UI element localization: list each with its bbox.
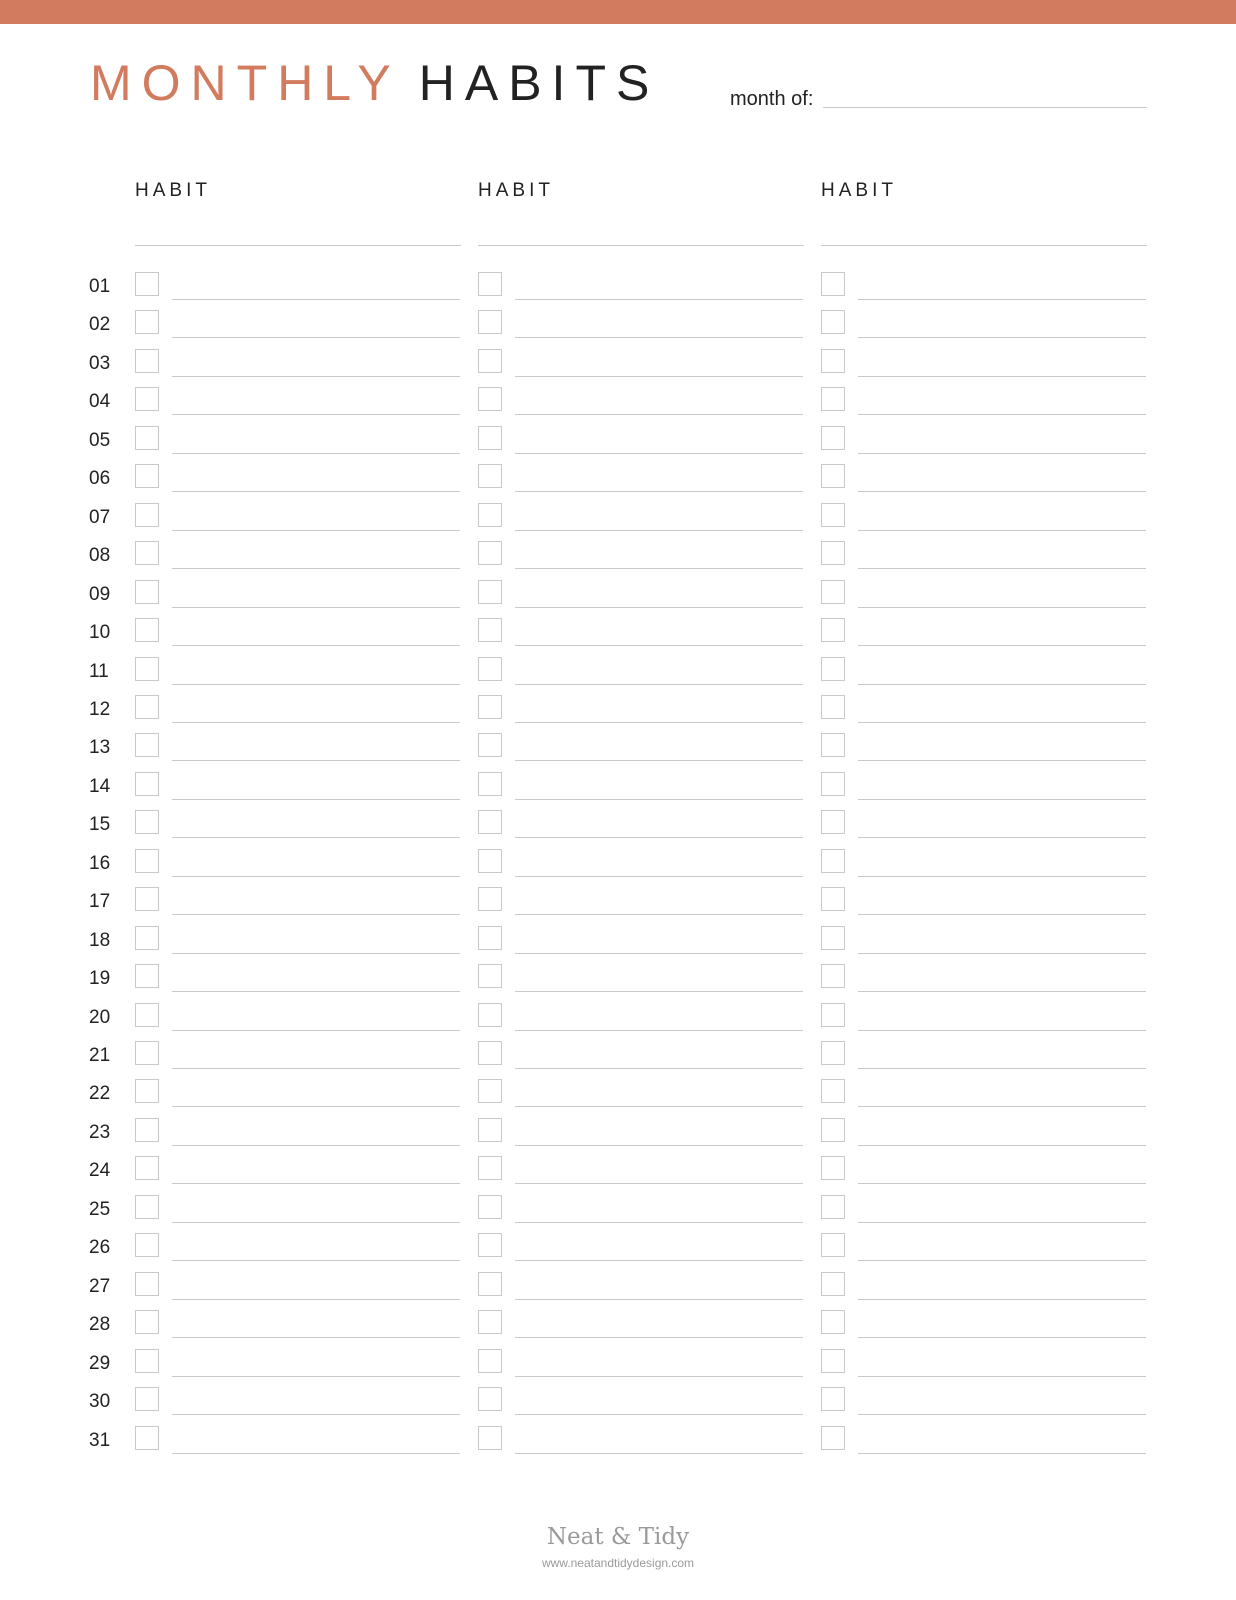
day-number: 17	[89, 891, 111, 913]
habit-note-line[interactable]	[858, 876, 1146, 877]
habit-checkbox[interactable]	[135, 580, 159, 604]
habit-note-line[interactable]	[515, 914, 803, 915]
day-number: 02	[89, 314, 111, 336]
title-accent-word: MONTHLY	[90, 55, 401, 111]
habit-note-line[interactable]	[858, 1453, 1146, 1454]
day-number: 14	[89, 775, 111, 797]
habit-checkbox[interactable]	[135, 1003, 159, 1027]
habit-note-line[interactable]	[172, 1376, 460, 1377]
habit-checkbox[interactable]	[135, 1233, 159, 1257]
habit-checkbox[interactable]	[478, 1156, 502, 1180]
habit-checkbox[interactable]	[821, 618, 845, 642]
habit-checkbox[interactable]	[821, 1041, 845, 1065]
habit-note-line[interactable]	[515, 337, 803, 338]
habit-note-line[interactable]	[515, 1376, 803, 1377]
habit-checkbox[interactable]	[821, 849, 845, 873]
habit-note-line[interactable]	[858, 1030, 1146, 1031]
page-title	[90, 55, 660, 111]
habit-checkbox[interactable]	[821, 772, 845, 796]
habit-column-heading: HABIT	[478, 180, 554, 201]
habit-checkbox[interactable]	[135, 1310, 159, 1334]
day-number: 04	[89, 391, 111, 413]
habit-checkbox[interactable]	[478, 1310, 502, 1334]
habit-note-line[interactable]	[515, 414, 803, 415]
habit-checkbox[interactable]	[478, 1195, 502, 1219]
habit-note-line[interactable]	[515, 1145, 803, 1146]
habit-checkbox[interactable]	[135, 464, 159, 488]
habit-checkbox[interactable]	[821, 464, 845, 488]
habit-note-line[interactable]	[172, 453, 460, 454]
habit-checkbox[interactable]	[135, 695, 159, 719]
habit-note-line[interactable]	[858, 337, 1146, 338]
habit-note-line[interactable]	[515, 1414, 803, 1415]
habit-note-line[interactable]	[172, 491, 460, 492]
habit-checkbox[interactable]	[135, 849, 159, 873]
habit-checkbox[interactable]	[478, 964, 502, 988]
habit-checkbox[interactable]	[135, 772, 159, 796]
habit-note-line[interactable]	[858, 414, 1146, 415]
day-number: 28	[89, 1314, 111, 1336]
habit-note-line[interactable]	[858, 722, 1146, 723]
habit-checkbox[interactable]	[821, 426, 845, 450]
habit-note-line[interactable]	[858, 1183, 1146, 1184]
habit-note-line[interactable]	[515, 722, 803, 723]
habit-note-line[interactable]	[515, 1030, 803, 1031]
habit-checkbox[interactable]	[478, 926, 502, 950]
habit-checkbox[interactable]	[821, 887, 845, 911]
day-number: 18	[89, 929, 111, 951]
day-number: 27	[89, 1275, 111, 1297]
habit-note-line[interactable]	[858, 1376, 1146, 1377]
day-number: 30	[89, 1391, 111, 1413]
title-main-word: HABITS	[418, 55, 660, 111]
habit-note-line[interactable]	[858, 914, 1146, 915]
habit-note-line[interactable]	[858, 645, 1146, 646]
habit-checkbox[interactable]	[821, 349, 845, 373]
footer-brand-logo: Neat & Tidy	[546, 1524, 690, 1550]
day-number: 06	[89, 468, 111, 490]
habit-name-field[interactable]	[135, 245, 461, 246]
day-number: 15	[89, 814, 111, 836]
habit-note-line[interactable]	[172, 1260, 460, 1261]
habit-name-field[interactable]	[478, 245, 804, 246]
habit-checkbox[interactable]	[478, 426, 502, 450]
habit-note-line[interactable]	[172, 414, 460, 415]
habit-note-line[interactable]	[858, 760, 1146, 761]
habit-checkbox[interactable]	[478, 887, 502, 911]
habit-checkbox[interactable]	[135, 733, 159, 757]
habit-note-line[interactable]	[172, 876, 460, 877]
habit-checkbox[interactable]	[135, 310, 159, 334]
habit-checkbox[interactable]	[478, 387, 502, 411]
habit-note-line[interactable]	[858, 491, 1146, 492]
footer-url: www.neatandtidydesign.com	[541, 1556, 695, 1570]
habit-checkbox[interactable]	[478, 1003, 502, 1027]
habit-checkbox[interactable]	[821, 503, 845, 527]
day-number: 16	[89, 852, 111, 874]
habit-checkbox[interactable]	[478, 1387, 502, 1411]
habit-note-line[interactable]	[858, 568, 1146, 569]
habit-checkbox[interactable]	[478, 464, 502, 488]
habit-checkbox[interactable]	[135, 1118, 159, 1142]
habit-note-line[interactable]	[858, 1299, 1146, 1300]
day-number: 26	[89, 1237, 111, 1259]
habit-note-line[interactable]	[172, 337, 460, 338]
habit-column-heading: HABIT	[135, 180, 211, 201]
day-number: 31	[89, 1429, 111, 1451]
habit-checkbox[interactable]	[821, 1426, 845, 1450]
habit-note-line[interactable]	[172, 837, 460, 838]
habit-name-field[interactable]	[821, 245, 1147, 246]
habit-note-line[interactable]	[172, 1414, 460, 1415]
habit-checkbox[interactable]	[821, 733, 845, 757]
habit-checkbox[interactable]	[478, 849, 502, 873]
habit-note-line[interactable]	[515, 684, 803, 685]
habit-note-line[interactable]	[172, 299, 460, 300]
habit-checkbox[interactable]	[135, 1426, 159, 1450]
habit-note-line[interactable]	[172, 530, 460, 531]
habit-note-line[interactable]	[172, 1183, 460, 1184]
habit-checkbox[interactable]	[821, 657, 845, 681]
habit-checkbox[interactable]	[135, 1156, 159, 1180]
habit-note-line[interactable]	[515, 953, 803, 954]
habit-checkbox[interactable]	[821, 810, 845, 834]
habit-note-line[interactable]	[858, 1145, 1146, 1146]
day-number: 11	[89, 660, 109, 682]
habit-note-line[interactable]	[515, 1337, 803, 1338]
habit-note-line[interactable]	[515, 760, 803, 761]
habit-note-line[interactable]	[515, 1068, 803, 1069]
habit-note-line[interactable]	[172, 1222, 460, 1223]
habit-note-line[interactable]	[515, 876, 803, 877]
habit-checkbox[interactable]	[478, 1272, 502, 1296]
habit-checkbox[interactable]	[821, 1195, 845, 1219]
habit-checkbox[interactable]	[135, 1387, 159, 1411]
habit-checkbox[interactable]	[135, 1349, 159, 1373]
habit-note-line[interactable]	[858, 837, 1146, 838]
day-number: 10	[89, 622, 111, 644]
habit-checkbox[interactable]	[821, 272, 845, 296]
habit-note-line[interactable]	[858, 607, 1146, 608]
day-number: 21	[89, 1045, 111, 1066]
habit-checkbox[interactable]	[478, 1426, 502, 1450]
habit-checkbox[interactable]	[135, 887, 159, 911]
day-number: 13	[89, 737, 111, 759]
habit-note-line[interactable]	[515, 299, 803, 300]
habit-note-line[interactable]	[515, 1299, 803, 1300]
habit-note-line[interactable]	[515, 568, 803, 569]
day-number: 25	[89, 1198, 111, 1220]
habit-note-line[interactable]	[858, 991, 1146, 992]
habit-checkbox[interactable]	[821, 541, 845, 565]
habit-note-line[interactable]	[858, 953, 1146, 954]
habit-note-line[interactable]	[172, 1030, 460, 1031]
habit-note-line[interactable]	[172, 1299, 460, 1300]
habit-checkbox[interactable]	[821, 964, 845, 988]
habit-note-line[interactable]	[858, 684, 1146, 685]
habit-checkbox[interactable]	[135, 387, 159, 411]
habit-note-line[interactable]	[858, 530, 1146, 531]
habit-checkbox[interactable]	[821, 580, 845, 604]
habit-checkbox[interactable]	[821, 1349, 845, 1373]
habit-checkbox[interactable]	[478, 695, 502, 719]
habit-checkbox[interactable]	[821, 1003, 845, 1027]
habit-checkbox[interactable]	[135, 1079, 159, 1103]
habit-checkbox[interactable]	[821, 1272, 845, 1296]
habit-note-line[interactable]	[172, 991, 460, 992]
habit-checkbox[interactable]	[478, 1118, 502, 1142]
habit-checkbox[interactable]	[135, 1195, 159, 1219]
habit-note-line[interactable]	[858, 453, 1146, 454]
habit-note-line[interactable]	[172, 1453, 460, 1454]
habit-checkbox[interactable]	[821, 1387, 845, 1411]
habit-checkbox[interactable]	[135, 541, 159, 565]
habit-note-line[interactable]	[515, 1453, 803, 1454]
habit-checkbox[interactable]	[821, 310, 845, 334]
habit-note-line[interactable]	[172, 645, 460, 646]
habit-checkbox[interactable]	[135, 618, 159, 642]
day-number: 19	[89, 968, 111, 990]
habit-checkbox[interactable]	[821, 695, 845, 719]
habit-note-line[interactable]	[172, 914, 460, 915]
habit-note-line[interactable]	[172, 607, 460, 608]
habit-checkbox[interactable]	[478, 1079, 502, 1103]
habit-note-line[interactable]	[515, 530, 803, 531]
day-number: 12	[89, 698, 111, 720]
habit-column-heading: HABIT	[821, 180, 897, 201]
habit-note-line[interactable]	[858, 1414, 1146, 1415]
habit-note-line[interactable]	[858, 1068, 1146, 1069]
habit-checkbox[interactable]	[135, 272, 159, 296]
habit-checkbox[interactable]	[135, 1041, 159, 1065]
habit-checkbox[interactable]	[478, 1233, 502, 1257]
habit-note-line[interactable]	[858, 1337, 1146, 1338]
habit-note-line[interactable]	[515, 645, 803, 646]
habit-note-line[interactable]	[858, 1106, 1146, 1107]
habit-checkbox[interactable]	[821, 1310, 845, 1334]
habit-checkbox[interactable]	[821, 387, 845, 411]
day-number: 29	[89, 1352, 111, 1374]
habit-checkbox[interactable]	[478, 657, 502, 681]
habit-checkbox[interactable]	[135, 810, 159, 834]
habit-note-line[interactable]	[172, 722, 460, 723]
habit-note-line[interactable]	[515, 491, 803, 492]
day-number: 23	[89, 1121, 111, 1143]
habit-note-line[interactable]	[172, 568, 460, 569]
habit-note-line[interactable]	[172, 1106, 460, 1107]
top-accent-bar	[0, 0, 1236, 24]
habit-note-line[interactable]	[858, 1260, 1146, 1261]
habit-note-line[interactable]	[515, 1183, 803, 1184]
habit-note-line[interactable]	[515, 1222, 803, 1223]
habit-checkbox[interactable]	[821, 926, 845, 950]
habit-checkbox[interactable]	[478, 733, 502, 757]
day-number: 03	[89, 352, 111, 374]
habit-note-line[interactable]	[858, 376, 1146, 377]
habit-checkbox[interactable]	[478, 1349, 502, 1373]
habit-checkbox[interactable]	[478, 503, 502, 527]
habit-note-line[interactable]	[515, 837, 803, 838]
day-number: 24	[89, 1160, 111, 1182]
habit-note-line[interactable]	[515, 453, 803, 454]
habit-checkbox[interactable]	[478, 810, 502, 834]
habit-note-line[interactable]	[515, 991, 803, 992]
day-number: 08	[89, 545, 111, 567]
habit-note-line[interactable]	[858, 1222, 1146, 1223]
habit-note-line[interactable]	[858, 799, 1146, 800]
habit-checkbox[interactable]	[478, 580, 502, 604]
habit-checkbox[interactable]	[478, 349, 502, 373]
habit-checkbox[interactable]	[135, 503, 159, 527]
habit-note-line[interactable]	[172, 760, 460, 761]
habit-note-line[interactable]	[172, 1068, 460, 1069]
habit-note-line[interactable]	[172, 953, 460, 954]
habit-note-line[interactable]	[515, 799, 803, 800]
day-number: 20	[89, 1006, 111, 1028]
day-number: 09	[89, 583, 111, 605]
habit-note-line[interactable]	[172, 1145, 460, 1146]
habit-checkbox[interactable]	[135, 657, 159, 681]
habit-note-line[interactable]	[172, 799, 460, 800]
habit-note-line[interactable]	[172, 376, 460, 377]
habit-checkbox[interactable]	[821, 1118, 845, 1142]
habit-checkbox[interactable]	[821, 1233, 845, 1257]
habit-checkbox[interactable]	[478, 541, 502, 565]
habit-checkbox[interactable]	[135, 1272, 159, 1296]
month-of-label: month of:	[730, 88, 814, 110]
habit-note-line[interactable]	[515, 1106, 803, 1107]
habit-note-line[interactable]	[858, 299, 1146, 300]
habit-note-line[interactable]	[515, 607, 803, 608]
habit-note-line[interactable]	[515, 376, 803, 377]
habit-checkbox[interactable]	[135, 926, 159, 950]
habit-note-line[interactable]	[172, 684, 460, 685]
day-number: 22	[89, 1083, 111, 1105]
habit-note-line[interactable]	[515, 1260, 803, 1261]
day-number: 07	[89, 506, 111, 528]
habit-checkbox[interactable]	[478, 618, 502, 642]
habit-checkbox[interactable]	[135, 426, 159, 450]
habit-checkbox[interactable]	[478, 310, 502, 334]
habit-checkbox[interactable]	[478, 1041, 502, 1065]
habit-checkbox[interactable]	[135, 349, 159, 373]
habit-checkbox[interactable]	[821, 1079, 845, 1103]
month-of-field[interactable]	[823, 107, 1147, 108]
day-number: 05	[89, 429, 111, 451]
day-number: 01	[89, 276, 111, 297]
habit-note-line[interactable]	[172, 1337, 460, 1338]
habit-checkbox[interactable]	[135, 964, 159, 988]
habit-checkbox[interactable]	[478, 772, 502, 796]
habit-checkbox[interactable]	[478, 272, 502, 296]
habit-checkbox[interactable]	[821, 1156, 845, 1180]
